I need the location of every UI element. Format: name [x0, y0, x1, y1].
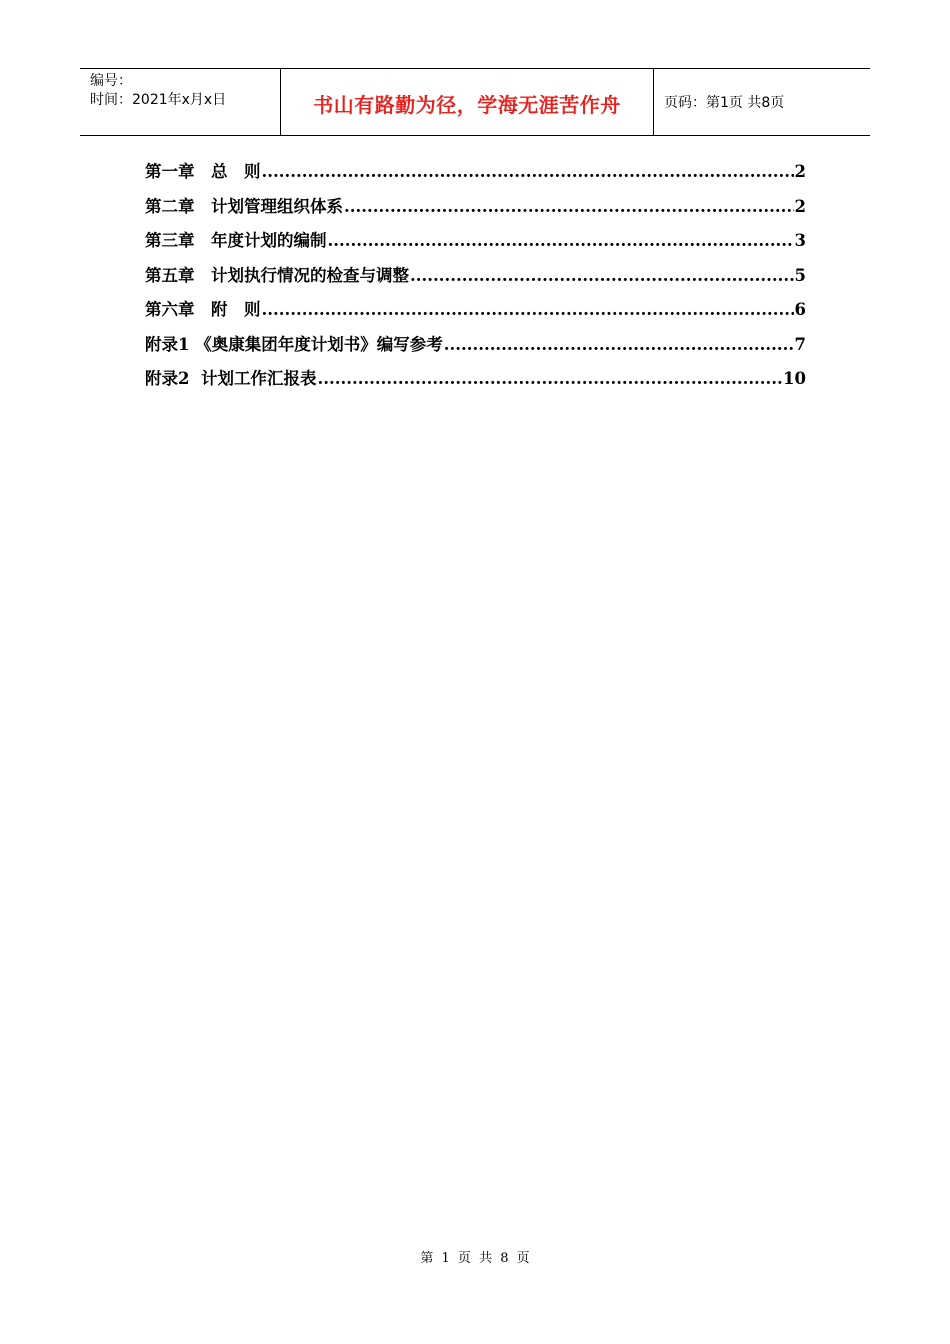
toc-entry-page: 2	[794, 162, 806, 181]
header-page-cell	[654, 69, 870, 135]
toc-entry[interactable]	[145, 262, 806, 297]
toc-dot-leader	[410, 266, 794, 285]
toc-entry[interactable]	[145, 193, 806, 228]
toc-entry-page: 5	[794, 265, 806, 285]
toc-dot-leader	[344, 197, 794, 216]
header-motto-cell	[281, 69, 654, 135]
toc-dot-leader	[328, 231, 794, 250]
toc-entry-page: 10	[783, 369, 806, 388]
document-time-label: 时间：2021年x月x日	[90, 92, 227, 108]
toc-dot-leader	[317, 369, 782, 388]
toc-entry-title: 第六章 附 则	[145, 300, 261, 319]
toc-entry-title: 第二章 计划管理组织体系	[145, 196, 343, 216]
header-page-info: 页码：第1页 共8页	[664, 95, 785, 111]
page-footer: 第 1 页 共 8 页	[420, 1251, 530, 1266]
document-header	[80, 68, 870, 136]
toc-entry-title: 附录1 《奥康集团年度计划书》编写参考	[145, 334, 443, 354]
toc-dot-leader	[444, 335, 794, 354]
document-number-label: 编号：	[90, 73, 132, 89]
toc-entry[interactable]	[145, 331, 806, 366]
toc-entry-title: 附录2 计划工作汇报表	[145, 369, 317, 388]
toc-dot-leader	[262, 162, 794, 181]
toc-entry-title: 第五章 计划执行情况的检查与调整	[145, 265, 409, 285]
toc-entry-page: 7	[794, 334, 806, 354]
toc-dot-leader	[262, 300, 794, 319]
header-motto: 书山有路勤为径，学海无涯苦作舟	[313, 92, 621, 117]
toc-entry-page: 2	[794, 196, 806, 216]
toc-entry-title: 第三章 年度计划的编制	[145, 231, 327, 250]
toc-entry[interactable]	[145, 365, 806, 400]
toc-entry[interactable]	[145, 296, 806, 331]
toc-entry-page: 3	[794, 231, 806, 250]
toc-entry-page: 6	[794, 300, 806, 319]
header-meta-cell	[80, 69, 281, 135]
toc-entry[interactable]	[145, 158, 806, 193]
table-of-contents	[145, 158, 806, 400]
toc-entry[interactable]	[145, 227, 806, 262]
toc-entry-title: 第一章 总 则	[145, 162, 261, 181]
